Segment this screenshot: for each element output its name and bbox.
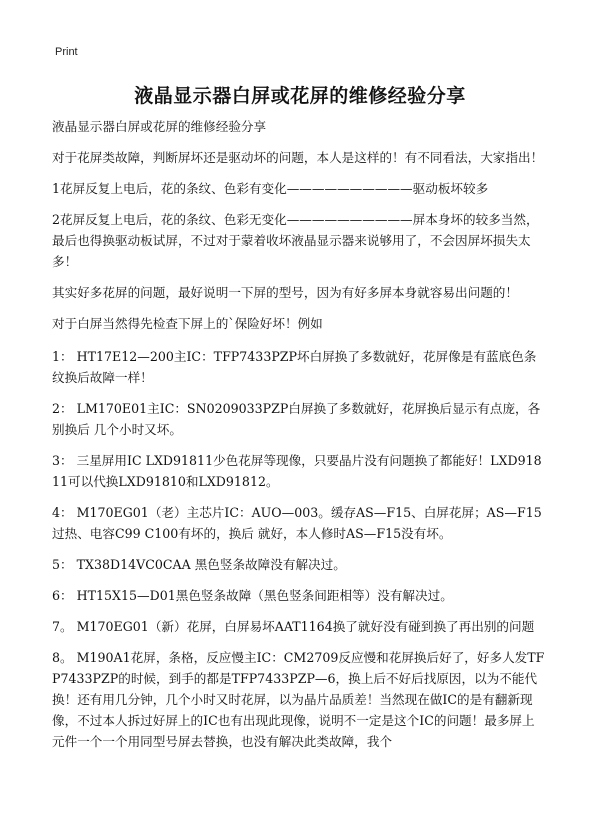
list-item: 2： LM170E01主IC：SN0209033PZP白屏换了多数就好，花屏换后显示有点庞，各别换后 几个小时又坏。 — [52, 401, 541, 437]
list-item: 6： HT15X15—D01黑色竖条故障（黑色竖条间距相等）没有解决过。 — [52, 588, 453, 603]
paragraph-note: 其实好多花屏的问题，最好说明一下屏的型号，因为有好多屏本身就容易出问题的！ — [52, 285, 518, 300]
list-item: 7。 M170EG01（新）花屏，白屏易坏AAT1164换了就好没有碰到换了再出别的问题 — [52, 619, 535, 634]
list-item: 4： M170EG01（老）主芯片IC：AUO—003。缓存AS—F15、白屏花屏；AS—F15过热、电容C99 C100有坏的，换后 就好，本人修时AS—F15没有坏。 — [52, 505, 542, 541]
document-body — [52, 116, 547, 762]
list-item: 5： TX38D14VC0CAA 黑色竖条故障没有解决过。 — [52, 557, 346, 572]
list-item: 8。 M190A1花屏，条格，反应慢主IC：CM2709反应慢和花屏换后好了，好多人发TFP7433PZP的时候，到手的都是TFP7433PZP—6，换上后不好后找原因，以为不能代换！还有用几分钟，几个小时又时花屏，以为晶片品质差！当然现在做IC的是有翻新现像，不过本人拆过好屏上的IC也有出现此现像，说明不一定是这个IC的问题！最多屏上元件一个一个用同型号屏去替换，也没有解决此类故障，我个 — [52, 650, 545, 749]
paragraph-intro: 对于花屏类故障，判断屏坏还是驱动坏的问题，本人是这样的！有不同看法，大家指出！ — [52, 150, 544, 165]
print-label: Print — [55, 46, 78, 58]
document-title: 液晶显示器白屏或花屏的维修经验分享 — [134, 85, 466, 107]
paragraph-point-1: 1花屏反复上电后，花的条纹、色彩有变化——————————驱动板坏较多 — [52, 181, 489, 196]
paragraph-point-2: 2花屏反复上电后，花的条纹、色彩无变化——————————屏本身坏的较多当然，最后也得换驱动板试屏，不过对于蒙着收坏液晶显示器来说够用了，不会因屏坏损失太多！ — [52, 212, 539, 269]
paragraph-subtitle: 液晶显示器白屏或花屏的维修经验分享 — [52, 119, 267, 134]
paragraph-white-screen: 对于白屏当然得先检查下屏上的`保险好坏！例如 — [52, 316, 323, 331]
list-item: 3： 三星屏用IC LXD91811少色花屏等现像，只要晶片没有问题换了都能好！LXD91811可以代换LXD91810和LXD91812。 — [52, 453, 542, 489]
list-item: 1： HT17E12—200主IC：TFP7433PZP坏白屏换了多数就好，花屏像是有蓝底色条纹换后故障一样！ — [52, 349, 537, 385]
